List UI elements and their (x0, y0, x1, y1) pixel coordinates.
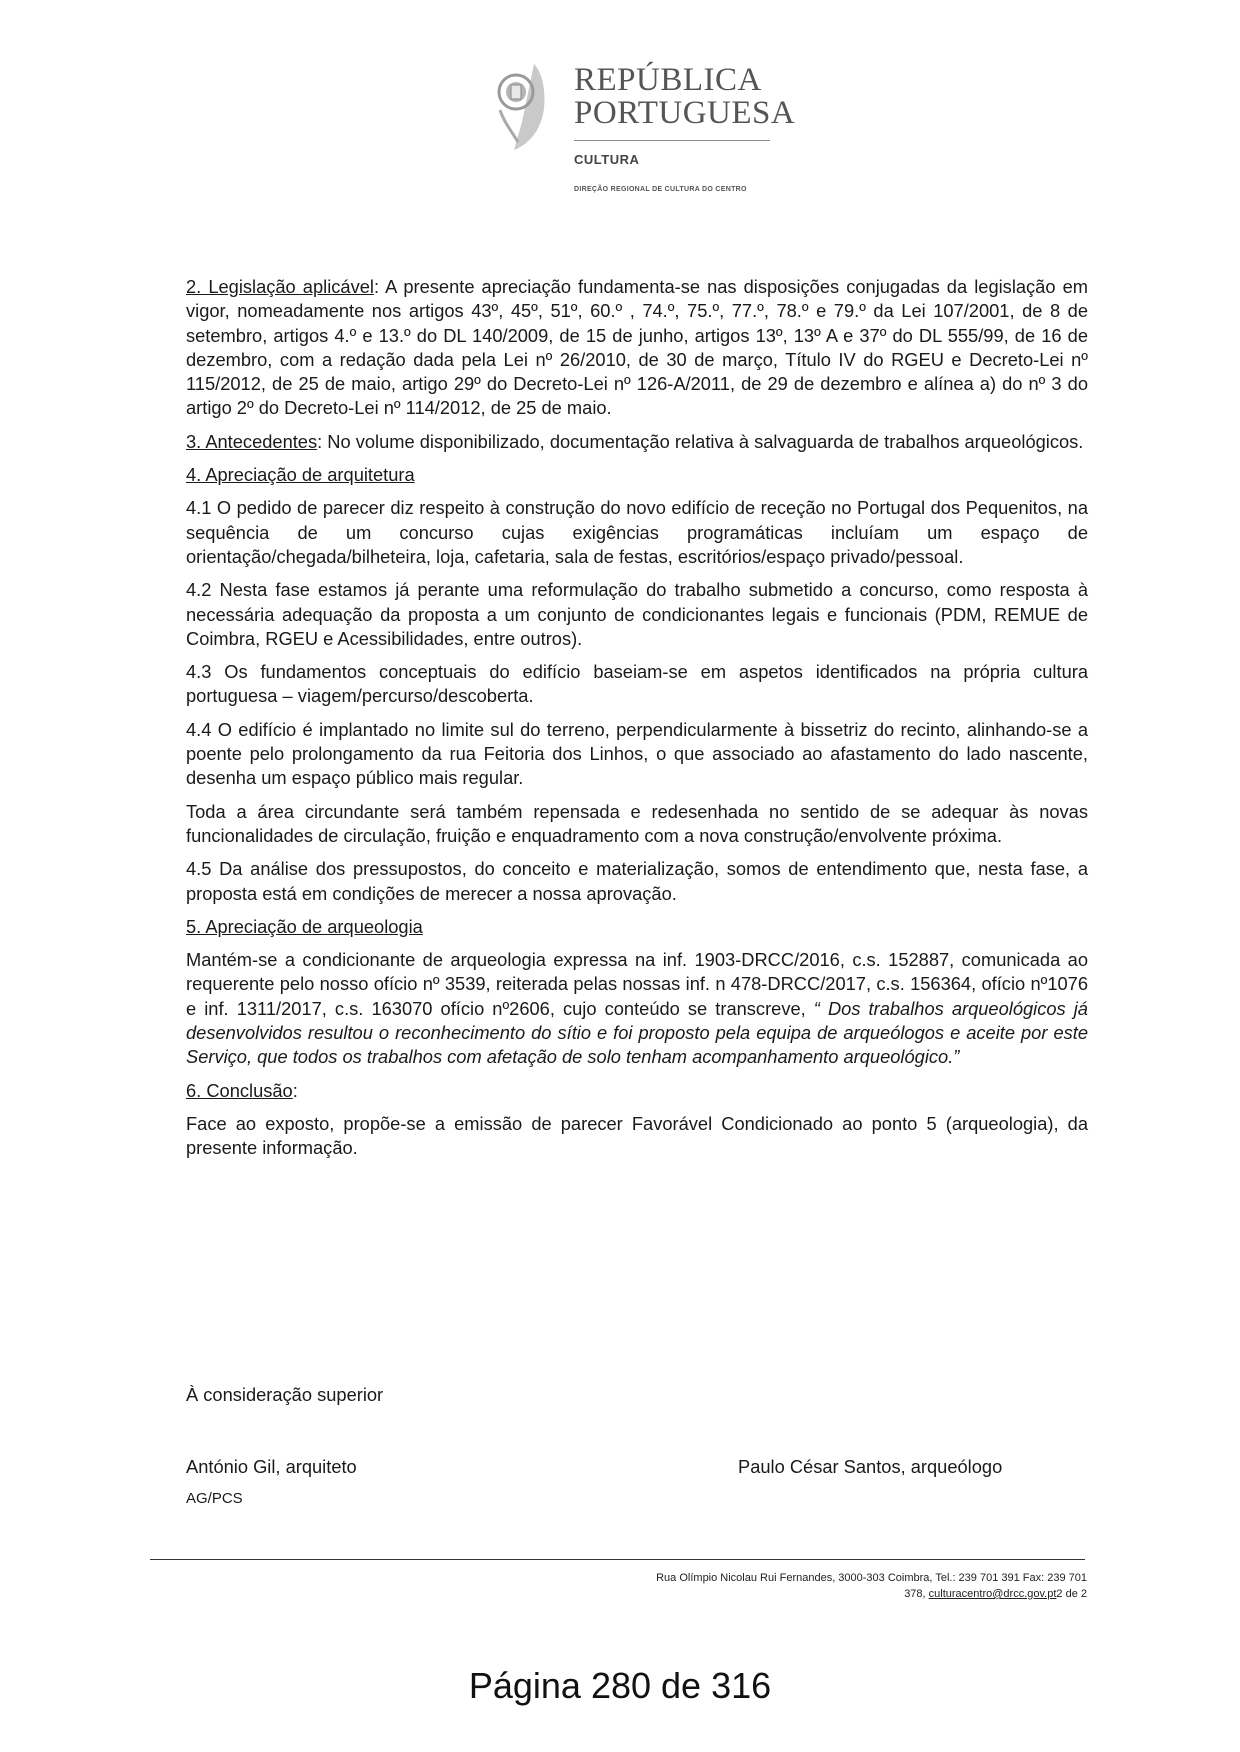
section-5-title: 5. Apreciação de arqueologia (186, 915, 423, 937)
republic-title-line1: REPÚBLICA (574, 62, 762, 98)
section-3-paragraph (186, 430, 1088, 454)
signer-archaeologist: Paulo César Santos, arqueólogo (738, 1456, 1003, 1477)
header-divider (574, 140, 770, 141)
coat-of-arms-logo (494, 62, 550, 152)
footer-address (656, 1570, 1087, 1602)
section-2-title: 2. Legislação aplicável (186, 276, 374, 297)
page-counter: Página 280 de 316 (468, 1665, 772, 1706)
footer-divider (150, 1559, 1085, 1560)
section-4-2: 4.2 Nesta fase estamos já perante uma reformulação do trabalho submetido a concurso, como resposta à necessária adequação da proposta a um conjunto de condicionantes legais e funcionais (PDM, REMUE de Coimbra, RGEU e Acessibilidades, entre outros). (186, 579, 1088, 649)
department-name: DIREÇÃO REGIONAL DE CULTURA DO CENTRO (574, 186, 747, 193)
footer-address-line2: 378, culturacentro@drcc.gov.pt2 de 2 (904, 1588, 1087, 1600)
section-4-title: 4. Apreciação de arquitetura (186, 464, 415, 486)
document-body (186, 275, 1088, 1170)
section-3-text: : No volume disponibilizado, documentação relativa à salvaguarda de trabalhos arqueológicos. (317, 430, 1084, 452)
section-4-5: 4.5 Da análise dos pressupostos, do conceito e materialização, somos de entendimento que, nesta fase, a proposta está em condições de merecer a nossa aprovação. (186, 858, 1088, 904)
section-6-title-line (186, 1079, 1088, 1103)
section-5-quote: “ Dos trabalhos arqueológicos já desenvolvidos resultou o reconhecimento do sítio e foi proposto pela equipa de arqueólogos e aceite por este Serviço, que todos os trabalhos com afetação de solo tenham acompanhamento arqueológico.” (186, 997, 1088, 1068)
ministry-name: CULTURA (574, 152, 640, 167)
section-5-text: Mantém-se a condicionante de arqueologia expressa na inf. 1903-DRCC/2016, c.s. 152887, comunicada ao requerente pelo nosso ofício nº 3539, reiterada pelas nossas inf. n 478-DRCC/2017, c.s. 156364, ofício nº1076 e inf. 1311/2017, c.s. 163070 ofício nº2606, cujo conteúdo se transcreve, (186, 949, 1088, 1019)
footer-email-link[interactable]: culturacentro@drcc.gov.pt (928, 1588, 1057, 1600)
section-4-1: 4.1 O pedido de parecer diz respeito à construção do novo edifício de receção no Portugal dos Pequenitos, na sequência de um concurso cujas exigências programáticas incluíam um espaço de orientação/chegada/bilheteira, loja, cafetaria, sala de festas, escritórios/espaço privado/pessoal. (186, 497, 1088, 567)
consideration-line: À consideração superior (186, 1384, 384, 1405)
republic-title-line2: PORTUGUESA (574, 95, 796, 131)
section-4-3: 4.3 Os fundamentos conceptuais do edifício baseiam-se em aspetos identificados na própria cultura portuguesa – viagem/percurso/descoberta. (186, 661, 1088, 707)
section-6-title: 6. Conclusão (186, 1079, 293, 1101)
section-3-title: 3. Antecedentes (186, 430, 318, 452)
footer-address-line1: Rua Olímpio Nicolau Rui Fernandes, 3000-303 Coimbra, Tel.: 239 701 391 Fax: 239 701 (656, 1572, 1087, 1584)
footer-page-number: 2 de 2 (1056, 1588, 1087, 1600)
section-6-text: Face ao exposto, propõe-se a emissão de parecer Favorável Condicionado ao ponto 5 (arqueologia), da presente informação. (186, 1112, 1088, 1159)
section-4-4-continued: Toda a área circundante será também repensada e redesenhada no sentido de se adequar às novas funcionalidades de circulação, fruição e enquadramento com a nova construção/envolvente próxima. (186, 800, 1088, 846)
section-2-paragraph (186, 275, 1088, 421)
section-2-text: : A presente apreciação fundamenta-se nas disposições conjugadas da legislação em vigor, nomeadamente nos artigos 43º, 45º, 51º, 60.º , 74.º, 75.º, 77.º, 78.º e 79.º da Lei 107/2001, de 8 de setembro, artigos 4.º e 13.º do DL 140/2009, de 15 de junho, artigos 13º, 13º A e 37º do DL 555/99, de 16 de dezembro, com a redação dada pela Lei nº 26/2010, de 30 de março, Título IV do RGEU e Decreto-Lei nº 115/2012, de 25 de maio, artigo 29º do Decreto-Lei nº 126-A/2011, de 29 de dezembro e alínea a) do nº 3 do artigo 2º do Decreto-Lei nº 114/2012, de 25 de maio. (186, 276, 1088, 419)
signer-architect: António Gil, arquiteto (186, 1456, 357, 1477)
section-4-4: 4.4 O edifício é implantado no limite sul do terreno, perpendicularmente à bissetriz do recinto, alinhando-se a poente pelo prolongamento da rua Feitoria dos Linhos, o que associado ao afastamento do lado nascente, desenha um espaço público mais regular. (186, 718, 1088, 789)
section-5-paragraph (186, 948, 1088, 1069)
letterhead (494, 56, 794, 206)
republic-title (574, 64, 795, 130)
author-initials: AG/PCS (186, 1490, 243, 1507)
section-6-colon: : (292, 1079, 298, 1101)
